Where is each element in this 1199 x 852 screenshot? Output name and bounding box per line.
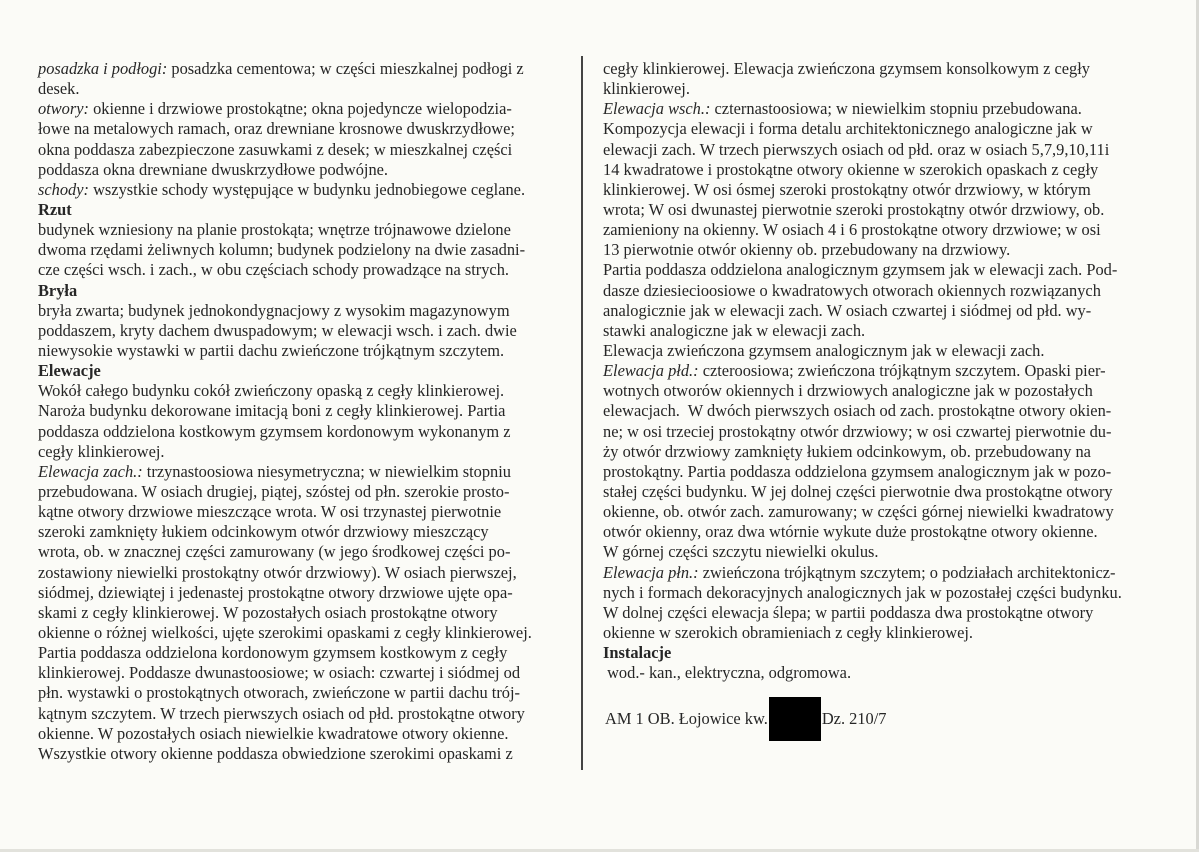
line-text: Kompozycja elewacji i forma detalu architektonicznego analogiczne jak w bbox=[603, 119, 1093, 139]
line-text: Elewacja zwieńczona gzymsem analogicznym jak w elewacji zach. bbox=[603, 340, 1045, 360]
line-text: okienne i drzwiowe prostokątne; okna pojedyncze wielopodzia- bbox=[89, 99, 512, 119]
text-line bbox=[603, 160, 1163, 180]
text-line bbox=[603, 583, 1163, 603]
text-line bbox=[603, 522, 1163, 542]
line-text: Wszystkie otwory okienne poddasza obwiedzione szerokimi opaskami z bbox=[38, 743, 513, 763]
line-text: klinkierowej. bbox=[603, 79, 690, 99]
line-text: szeroki zamknięty łukiem odcinkowym otwór drzwiowy mieszczący bbox=[38, 522, 489, 542]
text-line bbox=[603, 301, 1163, 321]
line-text: zwieńczona trójkątnym szczytem; o podziałach architektonicz- bbox=[698, 562, 1116, 582]
text-line bbox=[603, 422, 1163, 442]
line-text: Naroża budynku dekorowane imitacją boni z cegły klinkierowej. Partia bbox=[38, 401, 506, 421]
line-text: okienne. W pozostałych osiach niewielkie kwadratowe otwory okienne. bbox=[38, 723, 509, 743]
line-text: okienne o różnej wielkości, ujęte szerokimi opaskami z cegły klinkierowej. bbox=[38, 622, 532, 642]
text-line bbox=[603, 542, 1163, 562]
text-line bbox=[38, 603, 578, 623]
text-line bbox=[38, 160, 578, 180]
line-text: poddasza oddzielona kostkowym gzymsem kordonowym wykonanym z bbox=[38, 421, 511, 441]
line-text: zamieniony na okienny. W osiach 4 i 6 prostokątne otwory drzwiowe; w osi bbox=[603, 220, 1101, 240]
line-text: czteroosiowa; zwieńczona trójkątnym szczytem. Opaski pier- bbox=[698, 361, 1106, 381]
text-line bbox=[603, 563, 1163, 583]
text-line bbox=[603, 361, 1163, 381]
text-line bbox=[603, 442, 1163, 462]
italic-label: posadzka i podłogi: bbox=[38, 59, 168, 78]
text-line bbox=[603, 281, 1163, 301]
text-line bbox=[603, 341, 1163, 361]
line-text: siódmej, dziewiątej i jedenastej prostokątne otwory drzwiowe ujęte opa- bbox=[38, 582, 513, 602]
text-line bbox=[38, 704, 578, 724]
line-text: W dolnej części elewacja ślepa; w partii poddasza dwa prostokątne otwory bbox=[603, 602, 1094, 622]
italic-label: Elewacja wsch.: bbox=[603, 99, 711, 119]
text-line bbox=[38, 140, 578, 160]
text-line bbox=[38, 623, 578, 643]
text-line bbox=[38, 442, 578, 462]
text-line bbox=[38, 563, 578, 583]
line-text: cze części wsch. i zach., w obu częściach schody prowadzące na strych. bbox=[38, 260, 509, 280]
line-text: cegły klinkierowej. bbox=[38, 441, 165, 461]
text-line bbox=[603, 220, 1163, 240]
text-line bbox=[38, 643, 578, 663]
text-line bbox=[38, 724, 578, 744]
text-line bbox=[603, 59, 1163, 79]
text-line bbox=[38, 321, 578, 341]
line-text: wrota; W osi dwunastej pierwotnie szeroki prostokątny otwór drzwiowy, ob. bbox=[603, 199, 1105, 219]
text-line bbox=[603, 119, 1163, 139]
italic-label: otwory: bbox=[38, 99, 89, 119]
text-line bbox=[603, 180, 1163, 200]
line-text: niewysokie wystawki w partii dachu zwieńczone trójkątnym szczytem. bbox=[38, 340, 505, 360]
text-line bbox=[38, 744, 578, 764]
text-line bbox=[38, 341, 578, 361]
italic-label: Elewacja płd.: bbox=[603, 361, 699, 381]
text-line bbox=[38, 542, 578, 562]
text-line bbox=[38, 482, 578, 502]
line-text: stawki analogiczne jak w elewacji zach. bbox=[603, 320, 866, 340]
text-line bbox=[38, 59, 578, 79]
line-text: poddasza okna drewniane dwuskrzydłowe podwójne. bbox=[38, 159, 389, 179]
text-line bbox=[38, 502, 578, 522]
line-text: cegły klinkierowej. Elewacja zwieńczona gzymsem konsolkowym z cegły bbox=[603, 59, 1090, 78]
line-text: 14 kwadratowe i prostokątne otwory okienne w szerokich opaskach z cegły bbox=[603, 159, 1099, 179]
text-line bbox=[38, 522, 578, 542]
parcel-prefix: AM 1 OB. Łojowice kw. bbox=[605, 708, 768, 728]
section-heading: Elewacje bbox=[38, 361, 101, 381]
text-line bbox=[38, 401, 578, 421]
line-text: kątne otwory drzwiowe mieszczące wrota. W osi trzynastej pierwotnie bbox=[38, 502, 502, 522]
line-text: wod.- kan., elektryczna, odgromowa. bbox=[603, 663, 852, 683]
text-line bbox=[38, 79, 578, 99]
line-text: elewacji zach. W trzech pierwszych osiach od płd. oraz w osiach 5,7,9,10,11i bbox=[603, 139, 1110, 159]
line-text: wrota, ob. w znacznej części zamurowany (w jego środkowej części po- bbox=[38, 542, 511, 562]
line-text: W górnej części szczytu niewielki okulus. bbox=[603, 542, 879, 562]
line-text: klinkierowej. W osi ósmej szeroki prostokątny otwór drzwiowy, w którym bbox=[603, 179, 1091, 199]
line-text: okna poddasza zabezpieczone zasuwkami z desek; w mieszkalnej części bbox=[38, 139, 513, 159]
line-text: posadzka cementowa; w części mieszkalnej podłogi z bbox=[167, 59, 524, 78]
text-line bbox=[38, 220, 578, 240]
line-text: przebudowana. W osiach drugiej, piątej, szóstej od płn. szerokie prosto- bbox=[38, 481, 510, 501]
line-text: ży otwór drzwiowy zamknięty łukiem odcinkowym, ob. przebudowany na bbox=[603, 441, 1091, 461]
line-text: stałej części budynku. W jej dolnej części pierwotnie dwa prostokątne otwory bbox=[603, 481, 1113, 501]
line-text: klinkierowej. Poddasze dwunastoosiowe; w osiach: czwartej i siódmej od bbox=[38, 663, 521, 683]
line-text: 13 pierwotnie otwór okienny ob. przebudowany na drzwiowy. bbox=[603, 240, 1011, 260]
text-line bbox=[603, 462, 1163, 482]
line-text: czternastoosiowa; w niewielkim stopniu przebudowana. bbox=[710, 99, 1082, 119]
line-text: otwór okienny, oraz dwa wtórnie wykute duże prostokątne otwory okienne. bbox=[603, 522, 1098, 542]
line-text: dwoma rzędami żeliwnych kolumn; budynek podzielony na dwie zasadni- bbox=[38, 240, 526, 260]
line-text: dasze dziesiecioosiowe o kwadratowych otworach okiennych rozwiązanych bbox=[603, 280, 1101, 300]
text-line bbox=[38, 260, 578, 280]
section-heading: Bryła bbox=[38, 280, 78, 300]
right-column bbox=[603, 59, 1163, 683]
line-text: płn. wystawki o prostokątnych otworach, zwieńczone w partii dachu trój- bbox=[38, 683, 521, 703]
parcel-reference bbox=[605, 698, 886, 742]
line-text: elewacjach. W dwóch pierwszych osiach od zach. prostokątne otwory okien- bbox=[603, 401, 1112, 421]
text-line bbox=[38, 180, 578, 200]
line-text: budynek wzniesiony na planie prostokąta; wnętrze trójnawowe dzielone bbox=[38, 220, 511, 240]
text-line bbox=[603, 663, 1163, 683]
text-line bbox=[38, 301, 578, 321]
text-line bbox=[38, 99, 578, 119]
text-line bbox=[603, 381, 1163, 401]
text-line bbox=[603, 482, 1163, 502]
line-text: okienne, ob. otwór zach. zamurowany; w części górnej niewielki kwadratowy bbox=[603, 502, 1114, 522]
line-text: Partia poddasza oddzielona kordonowym gzymsem kostkowym z cegły bbox=[38, 643, 508, 663]
line-text: analogicznie jak w elewacji zach. W osiach czwartej i siódmej od płd. wy- bbox=[603, 300, 1092, 320]
text-line bbox=[603, 200, 1163, 220]
section-heading: Instalacje bbox=[603, 643, 672, 663]
line-text: bryła zwarta; budynek jednokondygnacjowy z wysokim magazynowym bbox=[38, 300, 510, 320]
text-line bbox=[603, 401, 1163, 421]
text-line bbox=[603, 99, 1163, 119]
line-text: okienne w szerokich obramieniach z cegły klinkierowej. bbox=[603, 622, 974, 642]
text-line bbox=[603, 260, 1163, 280]
text-line bbox=[38, 119, 578, 139]
text-line bbox=[38, 663, 578, 683]
line-text: łowe na metalowych ramach, oraz drewniane krosnowe dwuskrzydłowe; bbox=[38, 119, 515, 139]
line-text: Partia poddasza oddzielona analogicznym gzymsem jak w elewacji zach. Pod- bbox=[603, 260, 1118, 280]
redaction-box bbox=[769, 697, 821, 741]
line-text: Wokół całego budynku cokół zwieńczony opaską z cegły klinkierowej. bbox=[38, 381, 505, 401]
text-line bbox=[38, 462, 578, 482]
italic-label: schody: bbox=[38, 179, 89, 199]
italic-label: Elewacja płn.: bbox=[603, 562, 699, 582]
line-text: prostokątny. Partia poddasza oddzielona gzymsem analogicznym jak w pozo- bbox=[603, 461, 1112, 481]
line-text: nych i formach dekoracyjnych analogicznych jak w pozostałej części budynku. bbox=[603, 582, 1122, 602]
text-line bbox=[38, 683, 578, 703]
section-heading: Rzut bbox=[38, 199, 72, 219]
line-text: poddaszem, kryty dachem dwuspadowym; w elewacji wsch. i zach. dwie bbox=[38, 320, 517, 340]
text-line bbox=[603, 623, 1163, 643]
line-text: desek. bbox=[38, 79, 80, 99]
line-text: kątnym szczytem. W trzech pierwszych osiach od płd. prostokątne otwory bbox=[38, 703, 525, 723]
text-line bbox=[38, 422, 578, 442]
text-line bbox=[603, 79, 1163, 99]
left-column bbox=[38, 59, 578, 764]
text-line bbox=[603, 502, 1163, 522]
line-text: skami z cegły klinkierowej. W pozostałych osiach prostokątne otwory bbox=[38, 602, 498, 622]
italic-label: Elewacja zach.: bbox=[38, 461, 143, 481]
line-text: trzynastoosiowa niesymetryczna; w niewielkim stopniu bbox=[142, 461, 511, 481]
column-divider bbox=[581, 56, 583, 770]
text-line bbox=[38, 381, 578, 401]
text-line bbox=[603, 603, 1163, 623]
line-text: wotnych otworów okiennych i drzwiowych analogiczne jak w pozostałych bbox=[603, 381, 1093, 401]
text-line bbox=[603, 140, 1163, 160]
text-line bbox=[38, 583, 578, 603]
parcel-suffix: Dz. 210/7 bbox=[821, 708, 887, 728]
text-line bbox=[38, 240, 578, 260]
text-line bbox=[603, 321, 1163, 341]
text-line bbox=[603, 240, 1163, 260]
line-text: wszystkie schody występujące w budynku jednobiegowe ceglane. bbox=[88, 179, 526, 199]
line-text: zostawiony niewielki prostokątny otwór drzwiowy). W osiach pierwszej, bbox=[38, 562, 517, 582]
line-text: ne; w osi trzeciej prostokątny otwór drzwiowy; w osi czwartej pierwotnie du- bbox=[603, 421, 1112, 441]
